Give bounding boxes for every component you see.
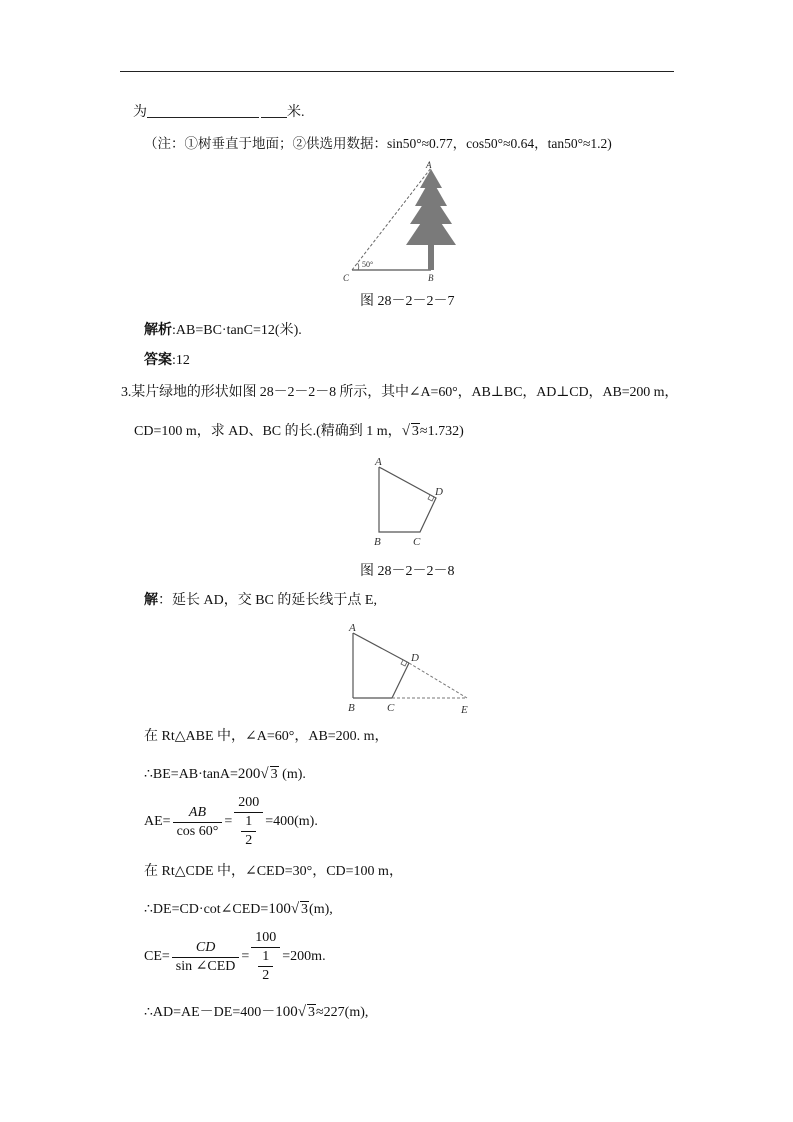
solution-line-6 [144,929,326,985]
line3-result: =400(m). [265,814,318,829]
fraction-numerator: 1 [245,814,253,829]
segment-cd [392,663,409,698]
solution-line-3 [144,794,318,850]
sqrt-icon: √ [260,766,269,782]
label-a: A [426,160,432,170]
label-b: B [428,273,434,283]
label-c: C [387,702,395,714]
fraction-cd-sin [172,939,240,976]
q3-line2-tail: ≈1.732) [419,424,464,439]
line5-tail: (m), [309,902,333,917]
analysis-label: 解析 [144,323,172,338]
fraction-denominator: 2 [262,968,270,983]
tree-figure [340,158,470,286]
solution-line-4: 在 Rt△CDE 中，∠CED=30°，CD=100 m， [144,864,403,879]
fraction-half [241,813,256,850]
line5-coef: 100 [268,901,291,917]
radicand: 3 [270,767,278,782]
q2-answer-line [133,103,305,122]
answer-value: :12 [172,353,190,368]
tree-icon [406,169,456,270]
segment-ad [353,633,409,663]
solution-line-5 [144,900,333,919]
equals-sign: = [241,949,250,964]
label-a: A [349,622,356,634]
fraction-200-half [234,794,263,850]
label-d: D [411,652,419,664]
q3-line2-text: CD=100 m，求 AD、BC 的长.(精确到 1 m， [134,424,402,439]
label-e: E [461,704,468,716]
fraction-half [258,948,273,985]
answer-line [144,352,190,370]
line7-tail: ≈227(m), [315,1005,369,1020]
radicand: 3 [307,1005,315,1020]
answer-blank-2 [261,103,287,118]
answer-label: 答案 [144,353,172,368]
segment-de [409,663,467,698]
label-b: B [348,702,355,714]
fraction-100-half [251,929,280,985]
radicand: 3 [411,424,419,439]
label-d: D [435,486,443,498]
line2-coef: 200 [237,766,261,782]
label-c: C [413,536,421,548]
extended-figure [344,618,474,718]
angle-label: 50° [362,260,374,269]
quadrilateral-outline [379,467,436,532]
solution-line-1: 在 Rt△ABE 中，∠A=60°，AB=200. m， [144,729,389,744]
radicand: 3 [301,902,309,917]
label-a: A [375,456,382,468]
fraction-numerator: 200 [238,795,260,810]
fraction-denominator: 2 [245,833,253,848]
line3-lhs: AE= [144,814,171,829]
solution-intro [144,592,377,610]
line6-lhs: CE= [144,949,170,964]
line2-tail: (m). [278,767,306,782]
fraction-numerator: AB [188,804,206,820]
line2-text: ∴BE=AB·tanA= [144,767,238,782]
equals-sign: = [224,814,233,829]
fraction-numerator: 100 [255,930,277,945]
fraction-numerator: CD [195,939,216,955]
line7-coef: 100 [275,1004,298,1020]
analysis-line [144,322,302,340]
header-rule [120,71,674,72]
q2-note: （注：①树垂直于地面；②供选用数据：sin50°≈0.77，cos50°≈0.64，tan50°≈1.2) [144,136,612,151]
sqrt-icon: √ [297,1004,306,1020]
angle-arc [358,263,359,270]
figure-caption-7: 图 28－2－2－7 [360,294,455,309]
line7-text: ∴AD=AE－DE=400－ [144,1005,276,1020]
q3-line-2 [134,422,464,441]
analysis-text: :AB=BC·tanC=12(米). [172,323,302,338]
solution-line-2 [144,765,306,784]
fraction-denominator: cos 60° [176,823,219,839]
answer-suffix: 米. [287,105,305,120]
answer-blank [147,103,259,118]
answer-prefix: 为 [133,105,147,120]
line6-result: =200m. [282,949,326,964]
quadrilateral-figure [368,452,458,552]
label-b: B [374,536,381,548]
line5-text: ∴DE=CD·cot∠CED= [144,902,269,917]
solution-line-7 [144,1003,368,1022]
q3-line-1: 3.某片绿地的形状如图 28－2－2－8 所示，其中∠A=60°，AB⊥BC，AD⊥CD，AB=200 m， [121,385,679,400]
fraction-numerator: 1 [262,949,270,964]
sqrt-icon: √ [401,423,410,439]
fraction-ab-cos [173,804,223,841]
label-c: C [343,273,350,283]
fraction-denominator: sin ∠CED [175,958,236,974]
solution-intro-text: ：延长 AD，交 BC 的延长线于点 E, [158,593,377,608]
figure-caption-8: 图 28－2－2－8 [360,564,455,579]
solution-label: 解 [144,593,158,608]
sqrt-icon: √ [290,901,300,917]
